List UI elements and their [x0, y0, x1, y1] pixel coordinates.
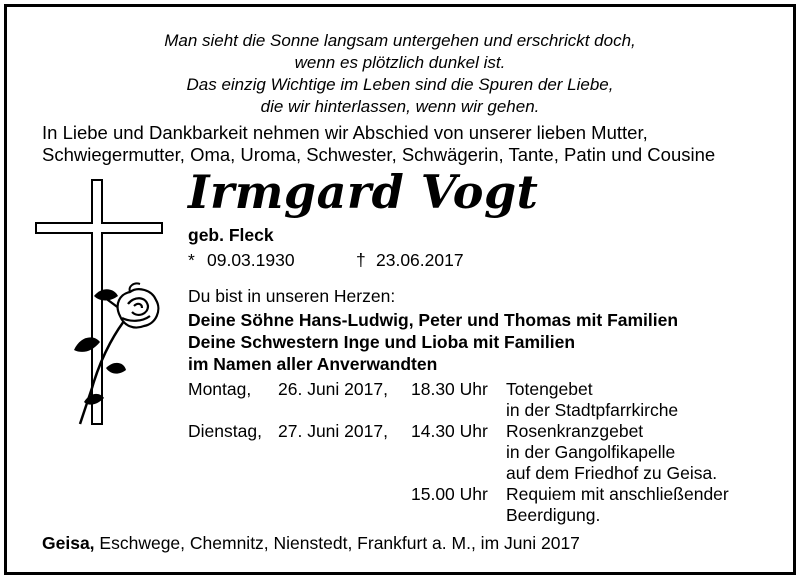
- schedule-day: Montag,: [188, 379, 252, 399]
- schedule-day: Dienstag,: [188, 421, 262, 441]
- poem-line: wenn es plötzlich dunkel ist.: [294, 53, 506, 72]
- birth-symbol: *: [188, 250, 195, 270]
- footer-place: Geisa,: [42, 533, 95, 553]
- footer-text: [42, 532, 580, 554]
- schedule-date: 27. Juni 2017,: [278, 421, 388, 441]
- maiden-name: geb. Fleck: [188, 225, 274, 245]
- schedule-event: Beerdigung.: [506, 505, 601, 525]
- poem-line: Das einzig Wichtige im Leben sind die Spuren der Liebe,: [186, 75, 614, 94]
- schedule-event: auf dem Friedhof zu Geisa.: [506, 463, 718, 483]
- schedule-event: Totengebet: [506, 379, 593, 399]
- deceased-name: Irmgard Vogt: [188, 165, 539, 219]
- schedule-time: 18.30 Uhr: [411, 379, 488, 399]
- intro-text: [42, 122, 715, 166]
- poem-line: die wir hinterlassen, wenn wir gehen.: [260, 97, 540, 116]
- schedule-time: 14.30 Uhr: [411, 421, 488, 441]
- footer-rest: Eschwege, Chemnitz, Nienstedt, Frankfurt a. M., im Juni 2017: [99, 533, 580, 553]
- schedule-event: Rosenkranzgebet: [506, 421, 644, 441]
- schedule-event: in der Stadtpfarrkirche: [506, 400, 679, 420]
- death-date: 23.06.2017: [376, 250, 464, 270]
- poem: [0, 30, 800, 118]
- mourners-line: Deine Schwestern Inge und Lioba mit Familien: [188, 332, 576, 352]
- mourners-line: Deine Söhne Hans-Ludwig, Peter und Thomas mit Familien: [188, 310, 679, 330]
- mourners-line: im Namen aller Anverwandten: [188, 354, 438, 374]
- message-text: Du bist in unseren Herzen:: [188, 286, 396, 306]
- schedule-time: 15.00 Uhr: [411, 484, 488, 504]
- death-symbol: †: [356, 250, 366, 270]
- intro-line: Schwiegermutter, Oma, Uroma, Schwester, Schwägerin, Tante, Patin und Cousine: [42, 144, 716, 165]
- intro-line: In Liebe und Dankbarkeit nehmen wir Abschied von unserer lieben Mutter,: [42, 122, 648, 143]
- birth-date: 09.03.1930: [207, 250, 295, 270]
- schedule-date: 26. Juni 2017,: [278, 379, 388, 399]
- poem-line: Man sieht die Sonne langsam untergehen und erschrickt doch,: [164, 31, 636, 50]
- schedule-event: in der Gangolfikapelle: [506, 442, 676, 462]
- schedule-event: Requiem mit anschließender: [506, 484, 729, 504]
- cross-with-rose-icon: [30, 178, 170, 428]
